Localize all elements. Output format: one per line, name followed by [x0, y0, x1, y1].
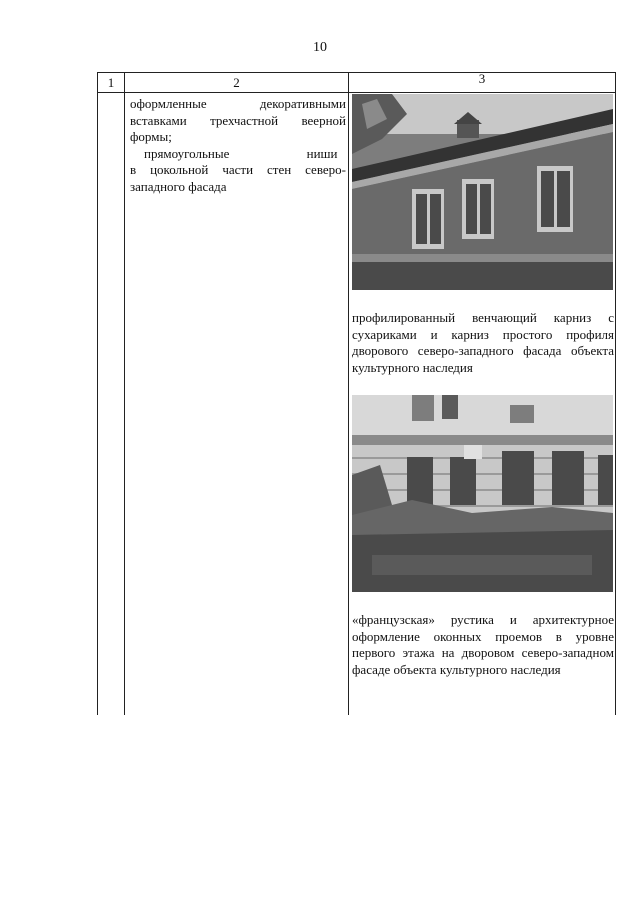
col2-line-2: [130, 113, 346, 130]
page-number: 10: [313, 40, 327, 55]
col2-line-5: [130, 162, 346, 179]
header-col-3: 3: [478, 71, 486, 86]
col2-line-2-text: вставками трехчастной веерной: [130, 112, 346, 128]
facade-cornice-caption: профилированный венчающий карниз с сухариками и карниз простого профиля дворового северо-западного фасада объекта культурного наследия: [352, 310, 614, 375]
table-col2-col3-divider: [348, 72, 349, 715]
col2-line-4: [130, 146, 346, 163]
header-col-1: 1: [107, 75, 115, 90]
col2-line-5-text: в цокольной части стен северо-: [130, 162, 346, 177]
table-col1-left-border: [97, 72, 98, 715]
table-right-border: [615, 72, 616, 715]
col2-line-1: [130, 96, 346, 113]
facade-rustication-caption: «французская» рустика и архитектурное оформление оконных проемов в уровне первого этажа на дворовом северо-западном фасаде объекта культурного наследия: [352, 612, 614, 677]
header-col-2: 2: [233, 75, 240, 90]
facade-cornice-photo: [352, 94, 613, 290]
col2-line-6: [130, 179, 346, 196]
col2-line-3-text: формы;: [130, 129, 172, 144]
col2-line-6-text: западного фасада: [130, 178, 227, 194]
col2-line-4-text: прямоугольные ниши: [144, 145, 338, 161]
facade-rustication-photo: [352, 395, 613, 592]
col2-description: [130, 96, 346, 195]
col2-line-1-text: оформленные декоративными: [130, 96, 346, 111]
col2-line-3: [130, 129, 346, 146]
table-col1-col2-divider: [124, 72, 125, 715]
